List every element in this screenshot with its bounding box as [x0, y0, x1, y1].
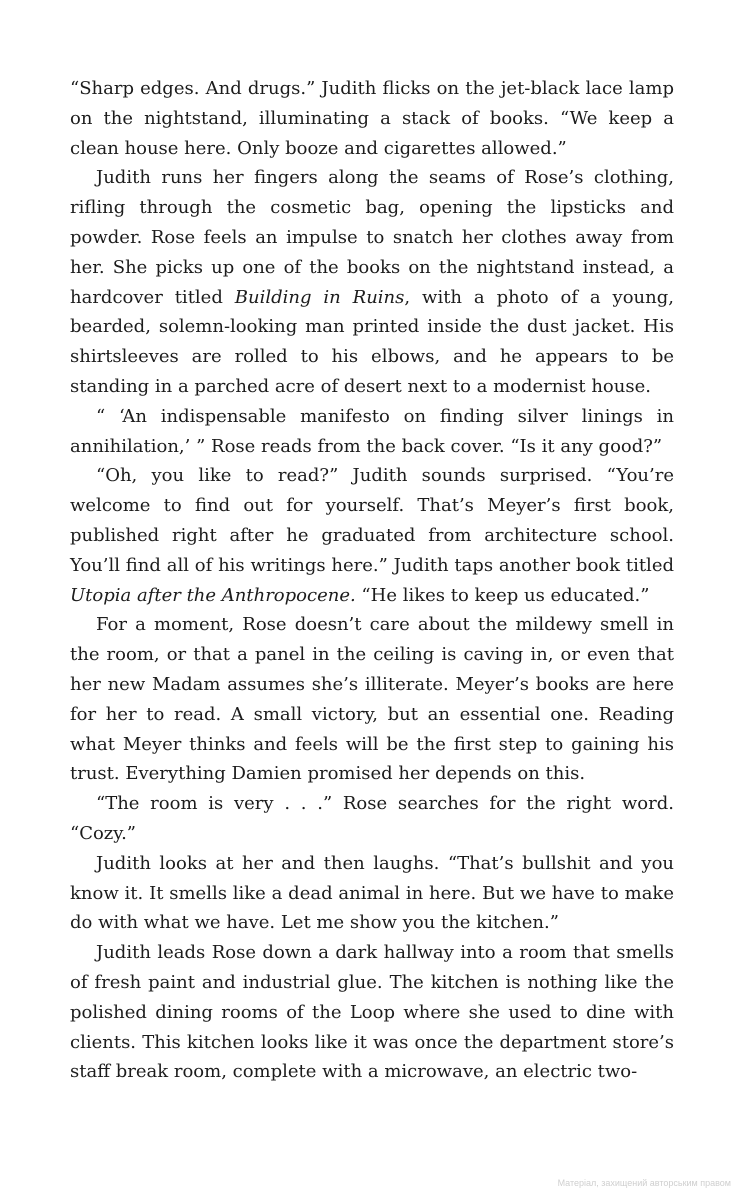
page-body — [70, 74, 674, 1087]
paragraph-text: Judith runs her fingers along the seams of Rose’s clothing, rifling through the cosmetic bag, opening the lipsticks and powder. Rose feels an impulse to snatch her clothes away from her. She picks up one of the books on the nightstand instead, a hardcover titled — [70, 167, 674, 308]
paragraph — [70, 163, 674, 401]
paragraph — [70, 74, 674, 163]
paragraph — [70, 849, 674, 938]
paragraph — [70, 610, 674, 789]
paragraph — [70, 789, 674, 849]
paragraph-text: “The room is very . . .” Rose searches for the right word. “Cozy.” — [70, 793, 674, 844]
paragraph-text: “Oh, you like to read?” Judith sounds surprised. “You’re welcome to find out for yourself. That’s Meyer’s first book, published right after he graduated from architecture school. You’ll find all of his writings here.” Judith taps another book titled — [70, 465, 674, 576]
paragraph-text: Judith leads Rose down a dark hallway into a room that smells of fresh paint and industrial glue. The kitchen is nothing like the polished dining rooms of the Loop where she used to dine with clients. This kitchen looks like it was once the department store’s staff break room, complete with a microwave, an electric two- — [70, 942, 674, 1083]
paragraph — [70, 461, 674, 610]
paragraph — [70, 402, 674, 462]
paragraph-text: , with a photo of a young, bearded, solemn-looking man printed inside the dust jacket. His shirtsleeves are rolled to his elbows, and he appears to be standing in a parched acre of desert next to a modernist house. — [70, 286, 674, 397]
paragraph-text: “He likes to keep us educated.” — [355, 584, 650, 606]
book-title: Building in Ruins — [234, 286, 405, 308]
paragraph-text: Judith looks at her and then laughs. “That’s bullshit and you know it. It smells like a dead animal in here. But we have to make do with what we have. Let me show you the kitchen.” — [70, 852, 674, 934]
book-title: Utopia after the Anthropocene. — [70, 584, 356, 606]
paragraph-text: “Sharp edges. And drugs.” Judith flicks on the jet-black lace lamp on the nightstand, illuminating a stack of books. “We keep a clean house here. Only booze and cigarettes allowed.” — [70, 78, 674, 159]
paragraph-text: “ ‘An indispensable manifesto on finding silver linings in annihilation,’ ” Rose reads from the back cover. “Is it any good?” — [70, 405, 674, 457]
copyright-watermark: Матеріал, захищений авторським правом — [557, 1178, 731, 1188]
paragraph-text: For a moment, Rose doesn’t care about the mildewy smell in the room, or that a panel in the ceiling is caving in, or even that her new Madam assumes she’s illiterate. Meyer’s books are here for her to read. A small victory, but an essential one. Reading what Meyer thinks and feels will be the first step to gaining his trust. Everything Damien promised her depends on this. — [70, 614, 674, 785]
paragraph — [70, 938, 674, 1087]
